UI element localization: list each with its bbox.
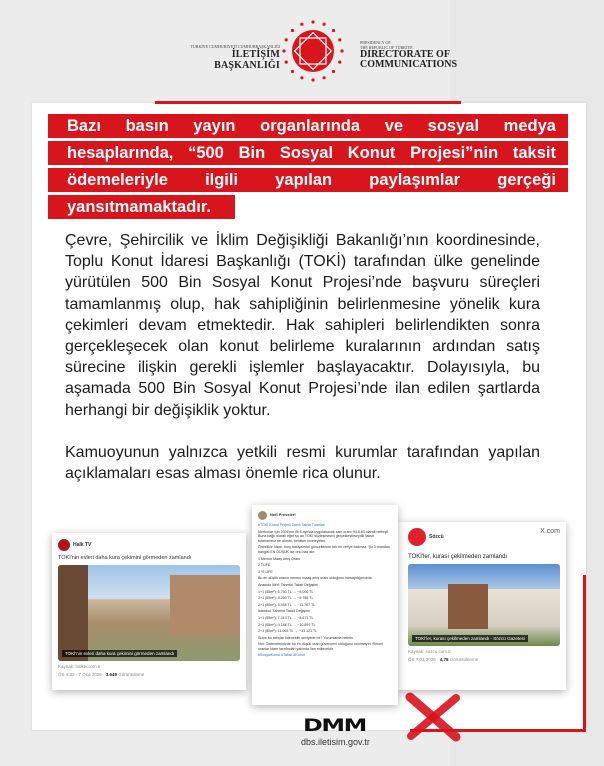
tweet-line: 2+1 (80m²): 9.938 TL → ~11.787 TL bbox=[258, 602, 316, 607]
star-icon bbox=[285, 38, 288, 41]
views-label: Görüntüleme bbox=[117, 672, 145, 677]
avatar bbox=[408, 528, 426, 546]
tweet-line: Sizce bu artışlar ödenebilir seviyede mi? Yorumlarda belirtin. bbox=[258, 635, 355, 640]
tweet-line: 2+1 (80m²): 11.063 TL → ~13.121 TL bbox=[258, 629, 318, 634]
view-count: 4,78 bbox=[439, 657, 449, 662]
red-accent-line bbox=[583, 575, 586, 732]
header-right bbox=[360, 40, 457, 70]
star-icon bbox=[332, 70, 335, 73]
tweet-text: TOKİ'ler, kurası çekilmeden zamlandı bbox=[408, 554, 508, 560]
star-icon bbox=[300, 76, 303, 79]
tweet-line: 1+1 (55m²): 7.313 TL → ~8.673 TL bbox=[258, 615, 314, 620]
account-name: Nefi Preveleri bbox=[270, 512, 296, 518]
star-icon bbox=[322, 23, 325, 26]
star-icon bbox=[322, 76, 325, 79]
org-title-en-1: DIRECTORATE OF bbox=[360, 49, 450, 60]
tweet-line: 2+1 (65m²): 8.250 TL → ~9.785 TL bbox=[258, 596, 314, 601]
headline-word: “500 bbox=[188, 144, 224, 162]
headline-row bbox=[48, 141, 568, 165]
header-left bbox=[170, 44, 280, 71]
tweet-line: Bu en düşük oranın memur maaş artış oranı olduğunu varsaydığımızda: bbox=[258, 576, 373, 581]
tweet-title: #TOKİ Konut Projesi Zamlı Taksit Tutarları bbox=[258, 523, 325, 527]
account-name: Sözcü bbox=[429, 534, 444, 540]
star-icon bbox=[285, 60, 288, 63]
headline-word: Bin bbox=[238, 144, 266, 162]
statement-body bbox=[65, 230, 540, 505]
view-count: 3.649 bbox=[105, 672, 118, 677]
headline-word: hesaplarında, bbox=[67, 144, 174, 162]
headline-row bbox=[48, 114, 568, 138]
tweet-line: 3 Yİ-ÜFE bbox=[258, 569, 273, 574]
headline-word: basın bbox=[125, 117, 169, 135]
tweet-screenshot-thread bbox=[252, 505, 398, 705]
headline-word: ödemeleriyle bbox=[67, 171, 168, 189]
org-subtitle-en-2: THE REPUBLIC OF TÜRKİYE bbox=[360, 45, 413, 50]
star-icon bbox=[340, 49, 343, 52]
body-paragraph: Kamuoyunun yalnızca yetkili resmi kurumlar tarafından yapılan açıklamaları esas alması önemle rica olunur. bbox=[65, 443, 540, 483]
org-subtitle-tr: TÜRKİYE CUMHURİYETİ CUMHURBAŞKANLIĞI bbox=[190, 44, 280, 49]
photo-caption: TOKİ'ler, kurası çekilmeden zamlandı - Sözcü Gazetesi bbox=[412, 635, 528, 642]
tweet-line: 1 Memur Maaş Artış Oranı bbox=[258, 556, 301, 561]
star-icon bbox=[311, 78, 314, 81]
tweet-text bbox=[258, 530, 392, 658]
headline-word: medya bbox=[503, 117, 556, 135]
star-icon bbox=[291, 29, 294, 32]
headline bbox=[48, 114, 568, 222]
tweet-source: Kaynak: halktv.com.tr bbox=[58, 664, 101, 669]
emblem-logo bbox=[280, 18, 346, 84]
headline-word: sosyal bbox=[427, 117, 480, 135]
tweet-line: Memurlar için 2026'nın ilk 6 ayında uygulanacak zam oranı %18,60 olarak netleşti. Buna bağlı olarak eğer şu an TOKİ sözleşmesini gerçekleştirseydik taksit tutarlarımız ne olurdu, beraber inceleyelim. bbox=[258, 529, 389, 543]
tweet-time: ÖS 7.01.2026 · bbox=[408, 657, 440, 662]
tweet-line: Not: Ödemelerinizde bu en düşük oran güvenceni olduğunu unutmayın. Resmi oranlar İdare tarafından yakında ilan edilecektir. bbox=[258, 642, 383, 651]
body-paragraph: Çevre, Şehircilik ve İklim Değişikliği Bakanlığı’nın koordinesinde, Toplu Konut İdaresi Başkanlığı (TOKİ) tarafından ülke genelinde yürütülen 500 Bin Sosyal Konut Projesi’nde başvuru süreçleri tamamlanmış olup, hak sahipliğinin belirlenmesine yönelik kura çekimleri devam etmektedir. Hak sahipleri belirlendikten sonra gerçekleşecek olan konut belirleme kuralarının ardından satış sürecine ilişkin gerekli işlemler başlayacaktır. Dolayısıyla, bu aşamada 500 Bin Sosyal Konut Projesi’nde ilan edilen şartlarda herhangi bir değişiklik yoktur. bbox=[65, 232, 540, 419]
headline-word: paylaşımlar bbox=[369, 171, 461, 189]
headline-word: yansıtmamaktadır. bbox=[67, 198, 211, 216]
headline-word: organlarında bbox=[260, 117, 361, 135]
dmm-logo: DMM bbox=[303, 716, 366, 736]
star-icon bbox=[332, 29, 335, 32]
tweet-line: İstanbul: Tahmini Taksit Değişimi bbox=[258, 609, 310, 614]
tweet-line: 1+1 (55m²): 6.750 TL → ~8.006 TL bbox=[258, 589, 314, 594]
views-label: Görüntülenme bbox=[448, 657, 479, 662]
headline-word: ilgili bbox=[205, 171, 239, 189]
avatar bbox=[58, 539, 70, 551]
headline-word: gerçeği bbox=[497, 171, 556, 189]
tweet-time: ÖS 4:32 · 7 Oca 2026 · bbox=[58, 672, 106, 677]
org-title-en-2: COMMUNICATIONS bbox=[360, 59, 458, 70]
tweet-photo bbox=[58, 565, 240, 661]
tweet-line: Öncelikle İdare, borç bakiyelerini güncellerken tek bir veriye bakmaz. Şu 3 orandan hangisi EN DÜŞÜK ise onu baz alır: bbox=[258, 545, 390, 554]
red-cross-mark-icon bbox=[402, 692, 464, 742]
red-accent-line bbox=[155, 101, 461, 104]
org-subtitle-en-1: PRESIDENCY OF bbox=[360, 40, 391, 45]
headline-word: Sosyal bbox=[279, 144, 334, 162]
tweet-source: Kaynak: sozcu.com.tr bbox=[408, 649, 452, 654]
tweet-text: TOKİ'nin evleri daha kura çekimini görmeden zamlandı bbox=[58, 555, 192, 561]
headline-row bbox=[48, 168, 568, 192]
tweet-line: #SosyalKonut #Taksit #Konut bbox=[258, 653, 305, 658]
tweet-line: Anadolu İlleri: Tahmini Taksit Değişimi bbox=[258, 582, 318, 587]
star-icon bbox=[300, 23, 303, 26]
headline-row bbox=[48, 195, 235, 219]
account-name: Halk TV bbox=[73, 542, 92, 548]
headline-word: Konut bbox=[347, 144, 396, 162]
tweet-screenshot-halktv bbox=[52, 533, 246, 690]
site-label: X.com bbox=[540, 528, 560, 535]
headline-word: yapılan bbox=[275, 171, 333, 189]
headline-word: taksit bbox=[512, 144, 556, 162]
tweet-screenshot-sozcu bbox=[398, 522, 566, 690]
star-icon bbox=[282, 49, 285, 52]
headline-word: Bazı bbox=[67, 117, 101, 135]
photo-caption: TOKİ'nin evleri daha kura çekimini görmeden zamlandı bbox=[62, 650, 177, 657]
star-icon bbox=[311, 20, 314, 23]
header bbox=[0, 18, 604, 88]
headline-word: yayın bbox=[193, 117, 236, 135]
org-title-tr: İLETİŞİM BAŞKANLIĞI bbox=[214, 49, 280, 71]
tweet-line: 2 TÜFE bbox=[258, 563, 271, 568]
star-icon bbox=[338, 38, 341, 41]
star-icon bbox=[291, 70, 294, 73]
tweet-photo bbox=[408, 564, 560, 646]
avatar bbox=[258, 511, 267, 520]
footer-url[interactable]: dbs.iletisim.gov.tr bbox=[301, 737, 370, 747]
headline-word: Projesi”nin bbox=[410, 144, 499, 162]
star-icon bbox=[338, 60, 341, 63]
headline-word: ve bbox=[384, 117, 404, 135]
tweet-line: 2+1 (65m²): 9.188 TL → ~10.897 TL bbox=[258, 622, 316, 627]
